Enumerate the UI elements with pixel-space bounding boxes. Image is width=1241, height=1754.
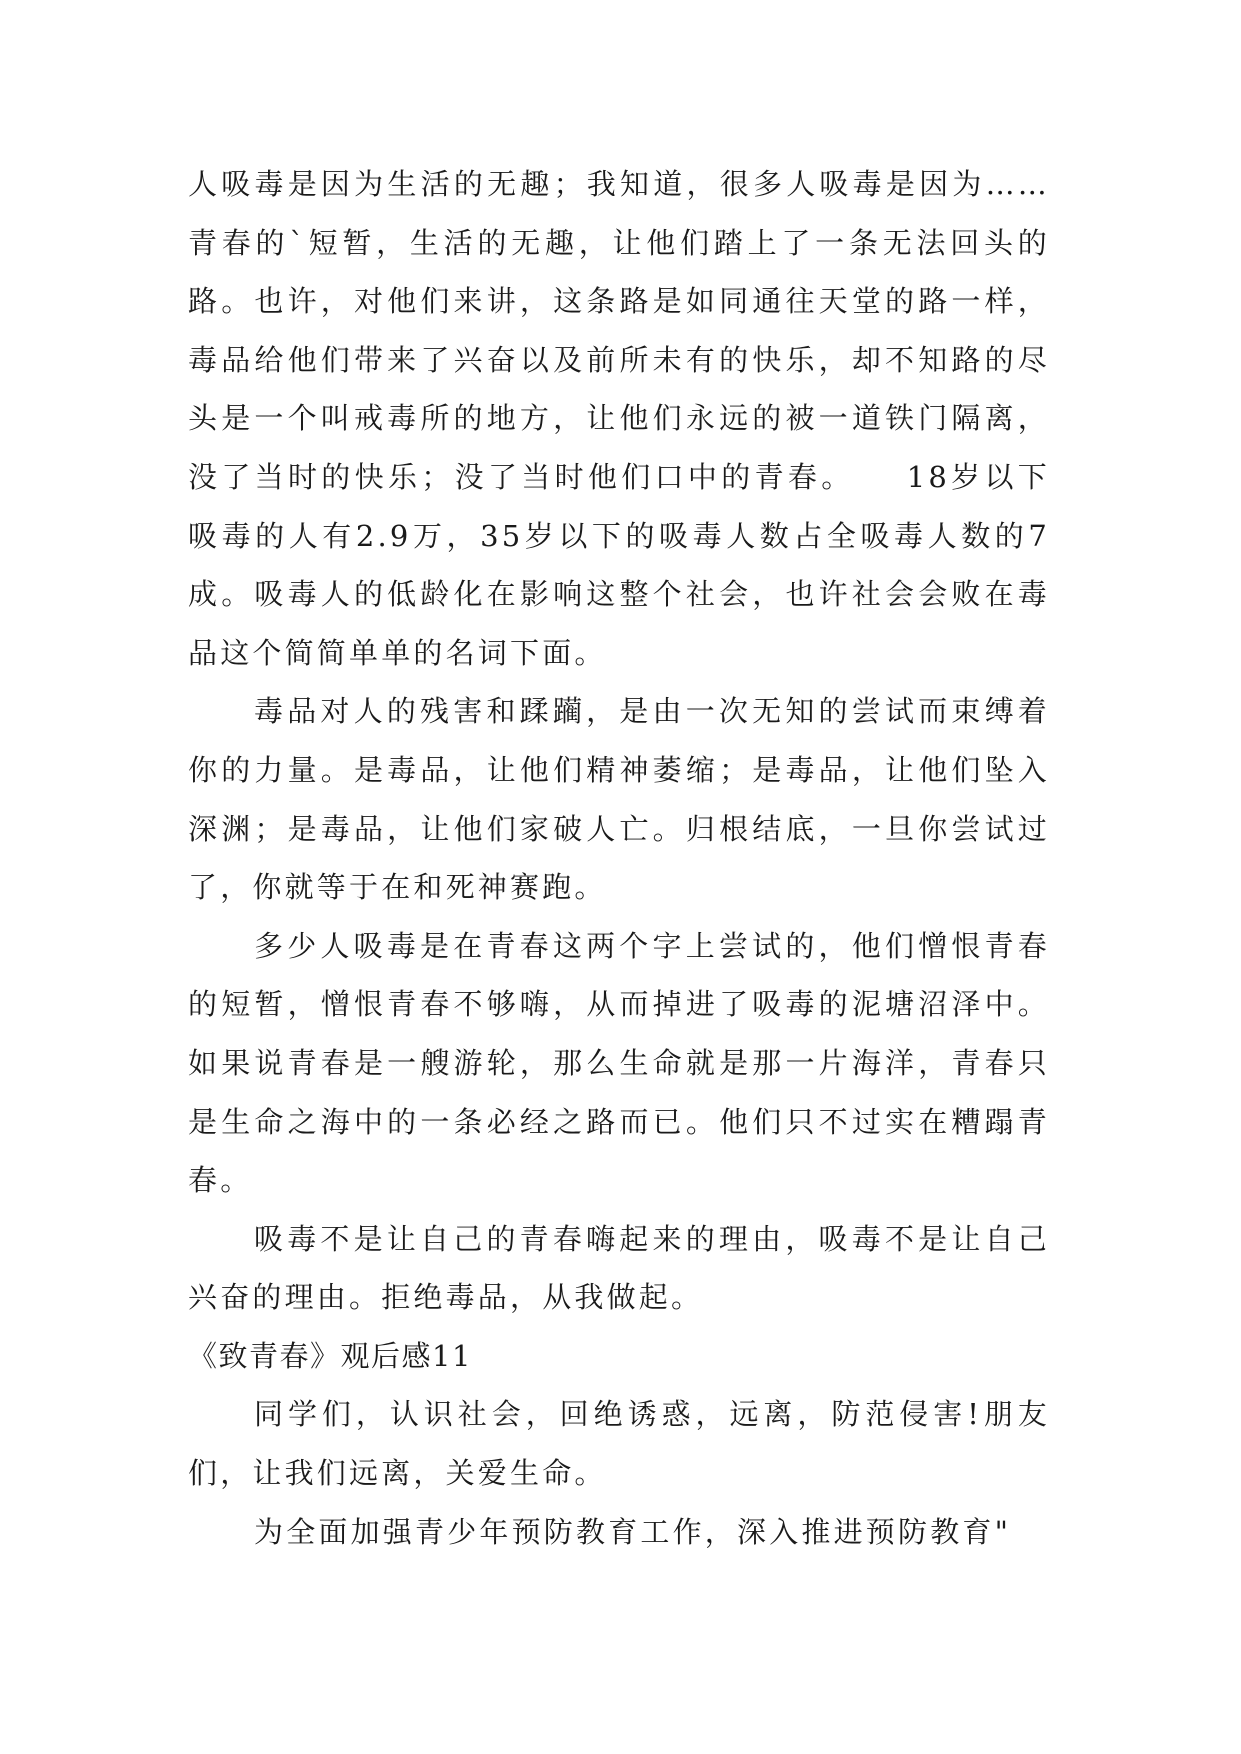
section-heading: 《致青春》观后感11 [188, 1338, 472, 1373]
paragraph-6: 为全面加强青少年预防教育工作，深入推进预防教育" [254, 1514, 1012, 1549]
paragraph-3: 多少人吸毒是在青春这两个字上尝试的，他们憎恨青春的短暂，憎恨青春不够嗨，从而掉进了吸毒的泥塘沼泽中。如果说青春是一艘游轮，那么生命就是那一片海洋，青春只是生命之海中的一条必经之路而已。他们只不过实在糟蹋青春。 [188, 928, 1050, 1198]
paragraph-5: 同学们，认识社会，回绝诱惑，远离，防范侵害!朋友们，让我们远离，关爱生命。 [188, 1397, 1050, 1491]
paragraph-2: 毒品对人的残害和蹂躏，是由一次无知的尝试而束缚着你的力量。是毒品，让他们精神萎缩；是毒品，让他们坠入深渊；是毒品，让他们家破人亡。归根结底，一旦你尝试过了，你就等于在和死神赛跑。 [188, 694, 1050, 905]
paragraph-1: 人吸毒是因为生活的无趣；我知道，很多人吸毒是因为……青春的`短暂，生活的无趣，让他们踏上了一条无法回头的路。也许，对他们来讲，这条路是如同通往天堂的路一样，毒品给他们带来了兴奋以及前所未有的快乐，却不知路的尽头是一个叫戒毒所的地方，让他们永远的被一道铁门隔离，没了当时的快乐；没了当时他们口中的青春。 18岁以下吸毒的人有2.9万，35岁以下的吸毒人数占全吸毒人数的7成。吸毒人的低龄化在影响这整个社会，也许社会会败在毒品这个简简单单的名词下面。 [188, 167, 1050, 670]
document-page [188, 155, 1050, 1561]
paragraph-4: 吸毒不是让自己的青春嗨起来的理由，吸毒不是让自己兴奋的理由。拒绝毒品，从我做起。 [188, 1221, 1050, 1315]
